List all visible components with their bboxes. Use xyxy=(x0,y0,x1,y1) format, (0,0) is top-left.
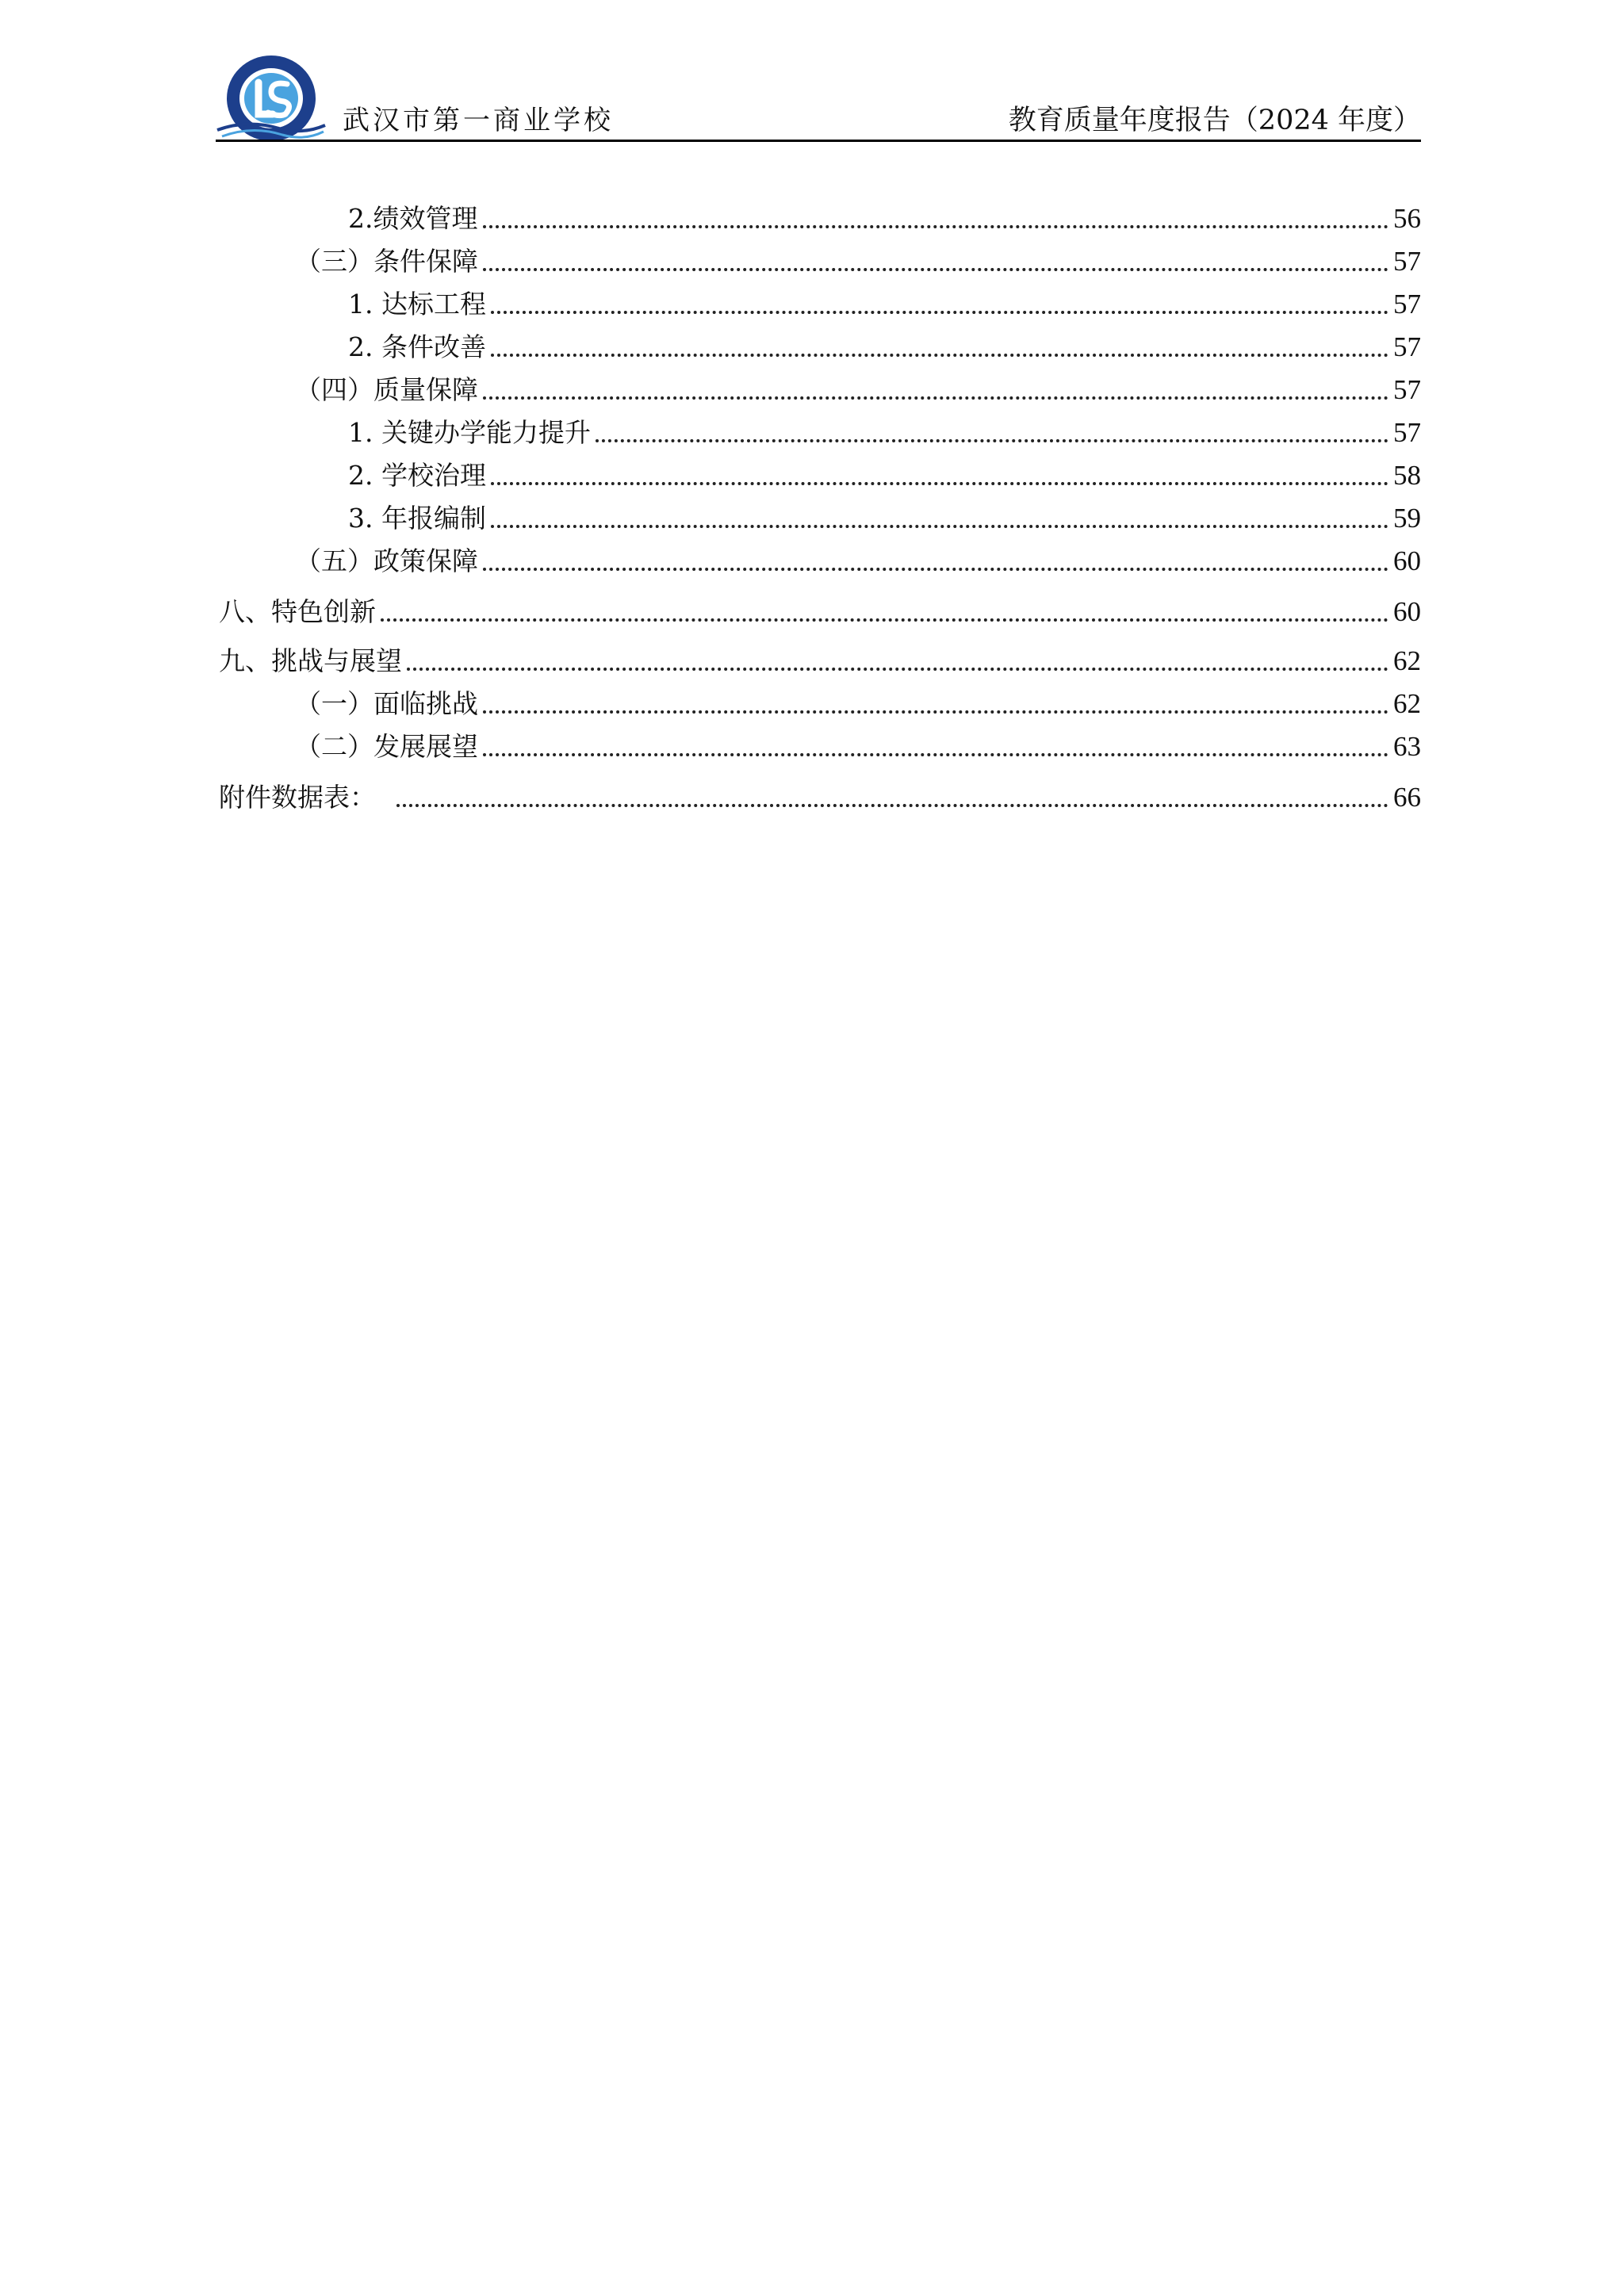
toc-entry-title: 3. 年报编制 xyxy=(348,503,486,534)
toc-entry[interactable] xyxy=(216,198,1421,236)
toc-entry-page: 62 xyxy=(1393,688,1421,719)
toc-entry-title: （三）条件保障 xyxy=(295,246,478,277)
header-divider xyxy=(216,140,1421,142)
toc-entry[interactable] xyxy=(216,412,1421,450)
toc-leader-dots xyxy=(483,710,1388,714)
toc-entry-title: 1. 关键办学能力提升 xyxy=(348,417,591,448)
toc-entry[interactable] xyxy=(216,284,1421,322)
toc-leader-dots xyxy=(483,225,1389,228)
toc-entry[interactable] xyxy=(216,455,1421,493)
toc-leader-dots xyxy=(491,525,1388,528)
toc-entry[interactable] xyxy=(216,369,1421,408)
school-emblem-icon xyxy=(216,52,327,146)
toc-entry[interactable] xyxy=(216,498,1421,536)
toc-entry[interactable] xyxy=(216,777,1421,815)
toc-entry-page: 57 xyxy=(1393,374,1421,405)
school-name: 武汉市第一商业学校 xyxy=(343,105,614,136)
toc-entry[interactable] xyxy=(216,641,1421,679)
toc-entry-title: （一）面临挑战 xyxy=(295,688,478,719)
toc-leader-dots xyxy=(491,482,1388,485)
toc-leader-dots xyxy=(491,311,1388,314)
toc-entry-title: （二）发展展望 xyxy=(295,731,478,762)
toc-entry-page: 63 xyxy=(1393,731,1421,762)
toc-entry-title: 2.绩效管理 xyxy=(348,203,478,234)
toc-entry-page: 57 xyxy=(1393,246,1421,277)
toc-entry-page: 60 xyxy=(1393,545,1421,576)
toc-entry-page: 62 xyxy=(1393,645,1421,676)
toc-entry-page: 59 xyxy=(1393,503,1421,534)
toc-entry-page: 66 xyxy=(1393,782,1421,813)
toc-entry[interactable] xyxy=(216,327,1421,365)
toc-entry-page: 58 xyxy=(1393,460,1421,491)
toc-entry-title: 1. 达标工程 xyxy=(348,289,486,320)
report-title: 教育质量年度报告（2024 年度） xyxy=(1008,105,1421,136)
toc-leader-dots xyxy=(483,568,1388,571)
toc-leader-dots xyxy=(483,268,1388,271)
toc-leader-dots xyxy=(407,668,1388,671)
toc-entry[interactable] xyxy=(216,726,1421,764)
toc-leader-dots xyxy=(396,804,1388,807)
toc-entry-title: 2. 条件改善 xyxy=(348,331,486,362)
toc-entry-page: 60 xyxy=(1393,596,1421,627)
toc-entry-title: 附件数据表： xyxy=(219,782,376,813)
toc-entry-title: （四）质量保障 xyxy=(295,374,478,405)
toc-entry-title: 2. 学校治理 xyxy=(348,460,486,491)
toc-leader-dots xyxy=(491,354,1388,357)
toc-entry-page: 57 xyxy=(1393,331,1421,362)
toc-entry-page: 57 xyxy=(1393,417,1421,448)
toc-entry-title: 八、特色创新 xyxy=(219,596,376,627)
toc-leader-dots xyxy=(483,753,1388,756)
toc-leader-dots xyxy=(381,618,1388,622)
page-header xyxy=(216,48,1421,141)
toc-entry[interactable] xyxy=(216,541,1421,579)
toc-entry-title: 九、挑战与展望 xyxy=(219,645,402,676)
toc-entry[interactable] xyxy=(216,683,1421,721)
toc-entry-title: （五）政策保障 xyxy=(295,545,478,576)
toc-entry[interactable] xyxy=(216,241,1421,279)
toc-entry-page: 57 xyxy=(1393,289,1421,320)
toc-leader-dots xyxy=(596,439,1388,442)
toc-leader-dots xyxy=(483,396,1388,400)
toc-entry-page: 56 xyxy=(1393,203,1421,234)
toc-entry[interactable] xyxy=(216,591,1421,629)
